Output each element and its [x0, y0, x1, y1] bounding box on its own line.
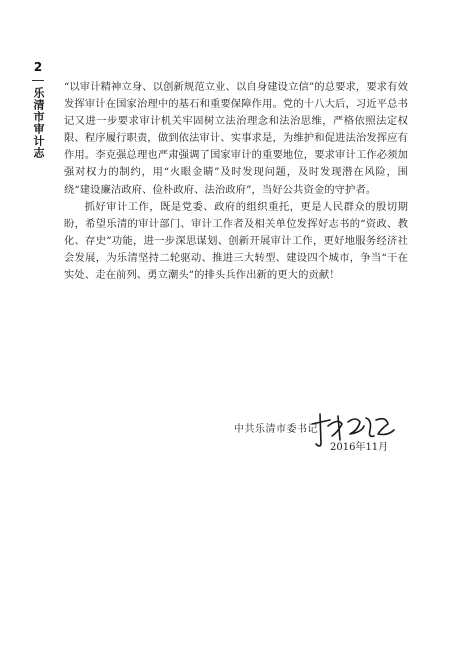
paragraph-continued: “以审计精神立身、以创新规范立业、以自身建设立信”的总要求，要求有效发挥审计在国家治理中的基石和重要保障作用。党的十八大后，习近平总书记又进一步要求审计机关牢固树立法治理念和法治思维，严格依照法定权限、程序履行职责，做到依法审计、实事求是，为维护和促进法治发挥应有作用。李克强总理也严肃强调了国家审计的重要地位，要求审计工作必须加强对权力的制约，用“火眼金睛”及时发现问题，及时发现潜在风险，围绕“建设廉洁政府、俭朴政府、法治政府”，当好公共资金的守护者。: [64, 81, 408, 196]
sign-date: 2016年11月: [330, 442, 389, 453]
page-margin-sidebar: [28, 60, 48, 159]
preface-body: [64, 79, 408, 284]
sidebar-divider: [32, 80, 44, 81]
page-number: 2: [33, 60, 43, 74]
signature-block: [220, 410, 420, 470]
paragraph-closing: 抓好审计工作，既是党委、政府的组织重托，更是人民群众的殷切期盼，希望乐清的审计部门、审计工作者及相关单位发挥好志书的“资政、教化、存史”功能，进一步深思谋划、创新开展审计工作，更好地服务经济社会发展，为乐清坚持二轮驱动、推进三大转型、建设四个城市，争当“干在实处、走在前列、勇立潮头”的排头兵作出新的更大的贡献！: [64, 200, 408, 282]
signer-title: 中共乐清市委书记: [234, 424, 318, 435]
book-title: 乐清市审计志: [32, 87, 45, 159]
